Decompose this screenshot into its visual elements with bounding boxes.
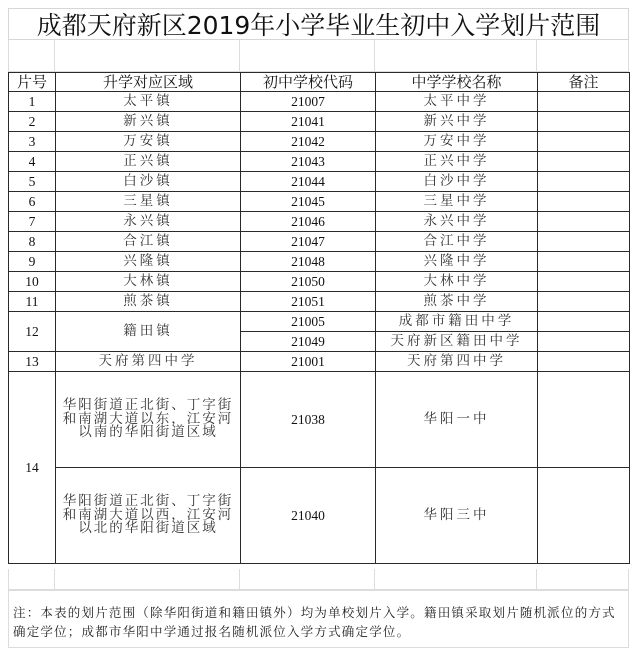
cell-no[interactable]: 12	[9, 312, 56, 352]
cell-remark[interactable]	[538, 132, 630, 152]
cell-no[interactable]: 8	[9, 232, 56, 252]
table-row	[9, 152, 630, 172]
cell-remark[interactable]	[538, 352, 630, 372]
cell-code[interactable]: 21051	[241, 292, 376, 312]
cell-school[interactable]: 煎茶中学	[376, 292, 538, 312]
cell-code[interactable]: 21001	[241, 352, 376, 372]
table-row	[9, 292, 630, 312]
cell-remark[interactable]	[538, 92, 630, 112]
cell-remark[interactable]	[538, 332, 630, 352]
cell-code[interactable]: 21042	[241, 132, 376, 152]
table-row	[9, 92, 630, 112]
cell-remark[interactable]	[538, 252, 630, 272]
blank-cell[interactable]	[8, 569, 55, 590]
blank-cell[interactable]	[55, 40, 240, 72]
cell-school[interactable]: 白沙中学	[376, 172, 538, 192]
cell-area[interactable]: 大林镇	[56, 272, 241, 292]
table-row	[9, 352, 630, 372]
cell-no[interactable]: 9	[9, 252, 56, 272]
cell-area[interactable]: 白沙镇	[56, 172, 241, 192]
cell-area[interactable]: 新兴镇	[56, 112, 241, 132]
blank-cell[interactable]	[537, 40, 629, 72]
cell-no[interactable]: 2	[9, 112, 56, 132]
cell-no[interactable]: 11	[9, 292, 56, 312]
cell-school[interactable]: 万安中学	[376, 132, 538, 152]
cell-school[interactable]: 华阳一中	[376, 372, 538, 468]
cell-code[interactable]: 21005	[241, 312, 376, 332]
cell-code[interactable]: 21049	[241, 332, 376, 352]
page-title: 成都天府新区2019年小学毕业生初中入学划片范围	[8, 8, 629, 40]
cell-code[interactable]: 21044	[241, 172, 376, 192]
cell-code[interactable]: 21046	[241, 212, 376, 232]
cell-area[interactable]: 永兴镇	[56, 212, 241, 232]
cell-remark[interactable]	[538, 272, 630, 292]
cell-school[interactable]: 华阳三中	[376, 468, 538, 564]
cell-code[interactable]: 21045	[241, 192, 376, 212]
table-row	[9, 312, 630, 332]
cell-remark[interactable]	[538, 152, 630, 172]
cell-no[interactable]: 14	[9, 372, 56, 564]
cell-school[interactable]: 大林中学	[376, 272, 538, 292]
table-row	[9, 172, 630, 192]
cell-no[interactable]: 4	[9, 152, 56, 172]
cell-code[interactable]: 21050	[241, 272, 376, 292]
blank-row-bottom	[8, 569, 629, 590]
cell-area[interactable]: 天府第四中学	[56, 352, 241, 372]
table-row	[9, 112, 630, 132]
table-row	[9, 212, 630, 232]
cell-area[interactable]: 华阳街道正北街、丁字街和南湖大道以西，江安河以北的华阳街道区域	[56, 468, 241, 564]
cell-school[interactable]: 成都市籍田中学	[376, 312, 538, 332]
cell-area[interactable]: 太平镇	[56, 92, 241, 112]
table-row	[9, 192, 630, 212]
cell-no[interactable]: 3	[9, 132, 56, 152]
cell-school[interactable]: 合江中学	[376, 232, 538, 252]
cell-no[interactable]: 1	[9, 92, 56, 112]
cell-no[interactable]: 6	[9, 192, 56, 212]
cell-area[interactable]: 兴隆镇	[56, 252, 241, 272]
cell-remark[interactable]	[538, 292, 630, 312]
footnote: 注：本表的划片范围（除华阳街道和籍田镇外）均为单校划片入学。籍田镇采取划片随机派位的方式确定学位；成都市华阳中学通过报名随机派位入学方式确定学位。	[8, 590, 629, 648]
blank-row-top	[8, 40, 629, 72]
table-header-row	[9, 73, 630, 92]
cell-no[interactable]: 7	[9, 212, 56, 232]
header-school: 中学学校名称	[376, 73, 538, 92]
header-code: 初中学校代码	[241, 73, 376, 92]
cell-remark[interactable]	[538, 468, 630, 564]
blank-cell[interactable]	[375, 40, 537, 72]
spreadsheet	[8, 8, 630, 648]
header-no: 片号	[9, 73, 56, 92]
blank-cell[interactable]	[55, 569, 240, 590]
cell-area[interactable]: 万安镇	[56, 132, 241, 152]
cell-area[interactable]: 三星镇	[56, 192, 241, 212]
cell-no[interactable]: 10	[9, 272, 56, 292]
cell-school[interactable]: 兴隆中学	[376, 252, 538, 272]
cell-code[interactable]: 21038	[241, 372, 376, 468]
cell-school[interactable]: 天府第四中学	[376, 352, 538, 372]
cell-school[interactable]: 永兴中学	[376, 212, 538, 232]
cell-remark[interactable]	[538, 192, 630, 212]
table-row	[9, 252, 630, 272]
cell-area[interactable]: 煎茶镇	[56, 292, 241, 312]
cell-no[interactable]: 5	[9, 172, 56, 192]
cell-area[interactable]: 华阳街道正北街、丁字街和南湖大道以东，江安河以南的华阳街道区域	[56, 372, 241, 468]
blank-cell[interactable]	[375, 569, 537, 590]
cell-code[interactable]: 21047	[241, 232, 376, 252]
cell-school[interactable]: 三星中学	[376, 192, 538, 212]
blank-cell[interactable]	[537, 569, 629, 590]
cell-area[interactable]: 籍田镇	[56, 312, 241, 352]
blank-cell[interactable]	[240, 569, 375, 590]
cell-remark[interactable]	[538, 232, 630, 252]
cell-code[interactable]: 21041	[241, 112, 376, 132]
cell-remark[interactable]	[538, 172, 630, 192]
header-remark: 备注	[538, 73, 630, 92]
cell-area[interactable]: 正兴镇	[56, 152, 241, 172]
cell-code[interactable]: 21043	[241, 152, 376, 172]
cell-code[interactable]: 21048	[241, 252, 376, 272]
blank-cell[interactable]	[8, 40, 55, 72]
cell-school[interactable]: 太平中学	[376, 92, 538, 112]
cell-no[interactable]: 13	[9, 352, 56, 372]
table-row	[9, 468, 630, 564]
header-area: 升学对应区域	[56, 73, 241, 92]
cell-school[interactable]: 正兴中学	[376, 152, 538, 172]
blank-cell[interactable]	[240, 40, 375, 72]
cell-area[interactable]: 合江镇	[56, 232, 241, 252]
cell-code[interactable]: 21007	[241, 92, 376, 112]
cell-remark[interactable]	[538, 372, 630, 468]
table-row	[9, 132, 630, 152]
table-row	[9, 272, 630, 292]
zoning-table	[8, 72, 630, 564]
cell-school[interactable]: 天府新区籍田中学	[376, 332, 538, 352]
cell-school[interactable]: 新兴中学	[376, 112, 538, 132]
cell-remark[interactable]	[538, 112, 630, 132]
table-row	[9, 372, 630, 468]
cell-remark[interactable]	[538, 312, 630, 332]
cell-remark[interactable]	[538, 212, 630, 232]
cell-code[interactable]: 21040	[241, 468, 376, 564]
table-row	[9, 232, 630, 252]
